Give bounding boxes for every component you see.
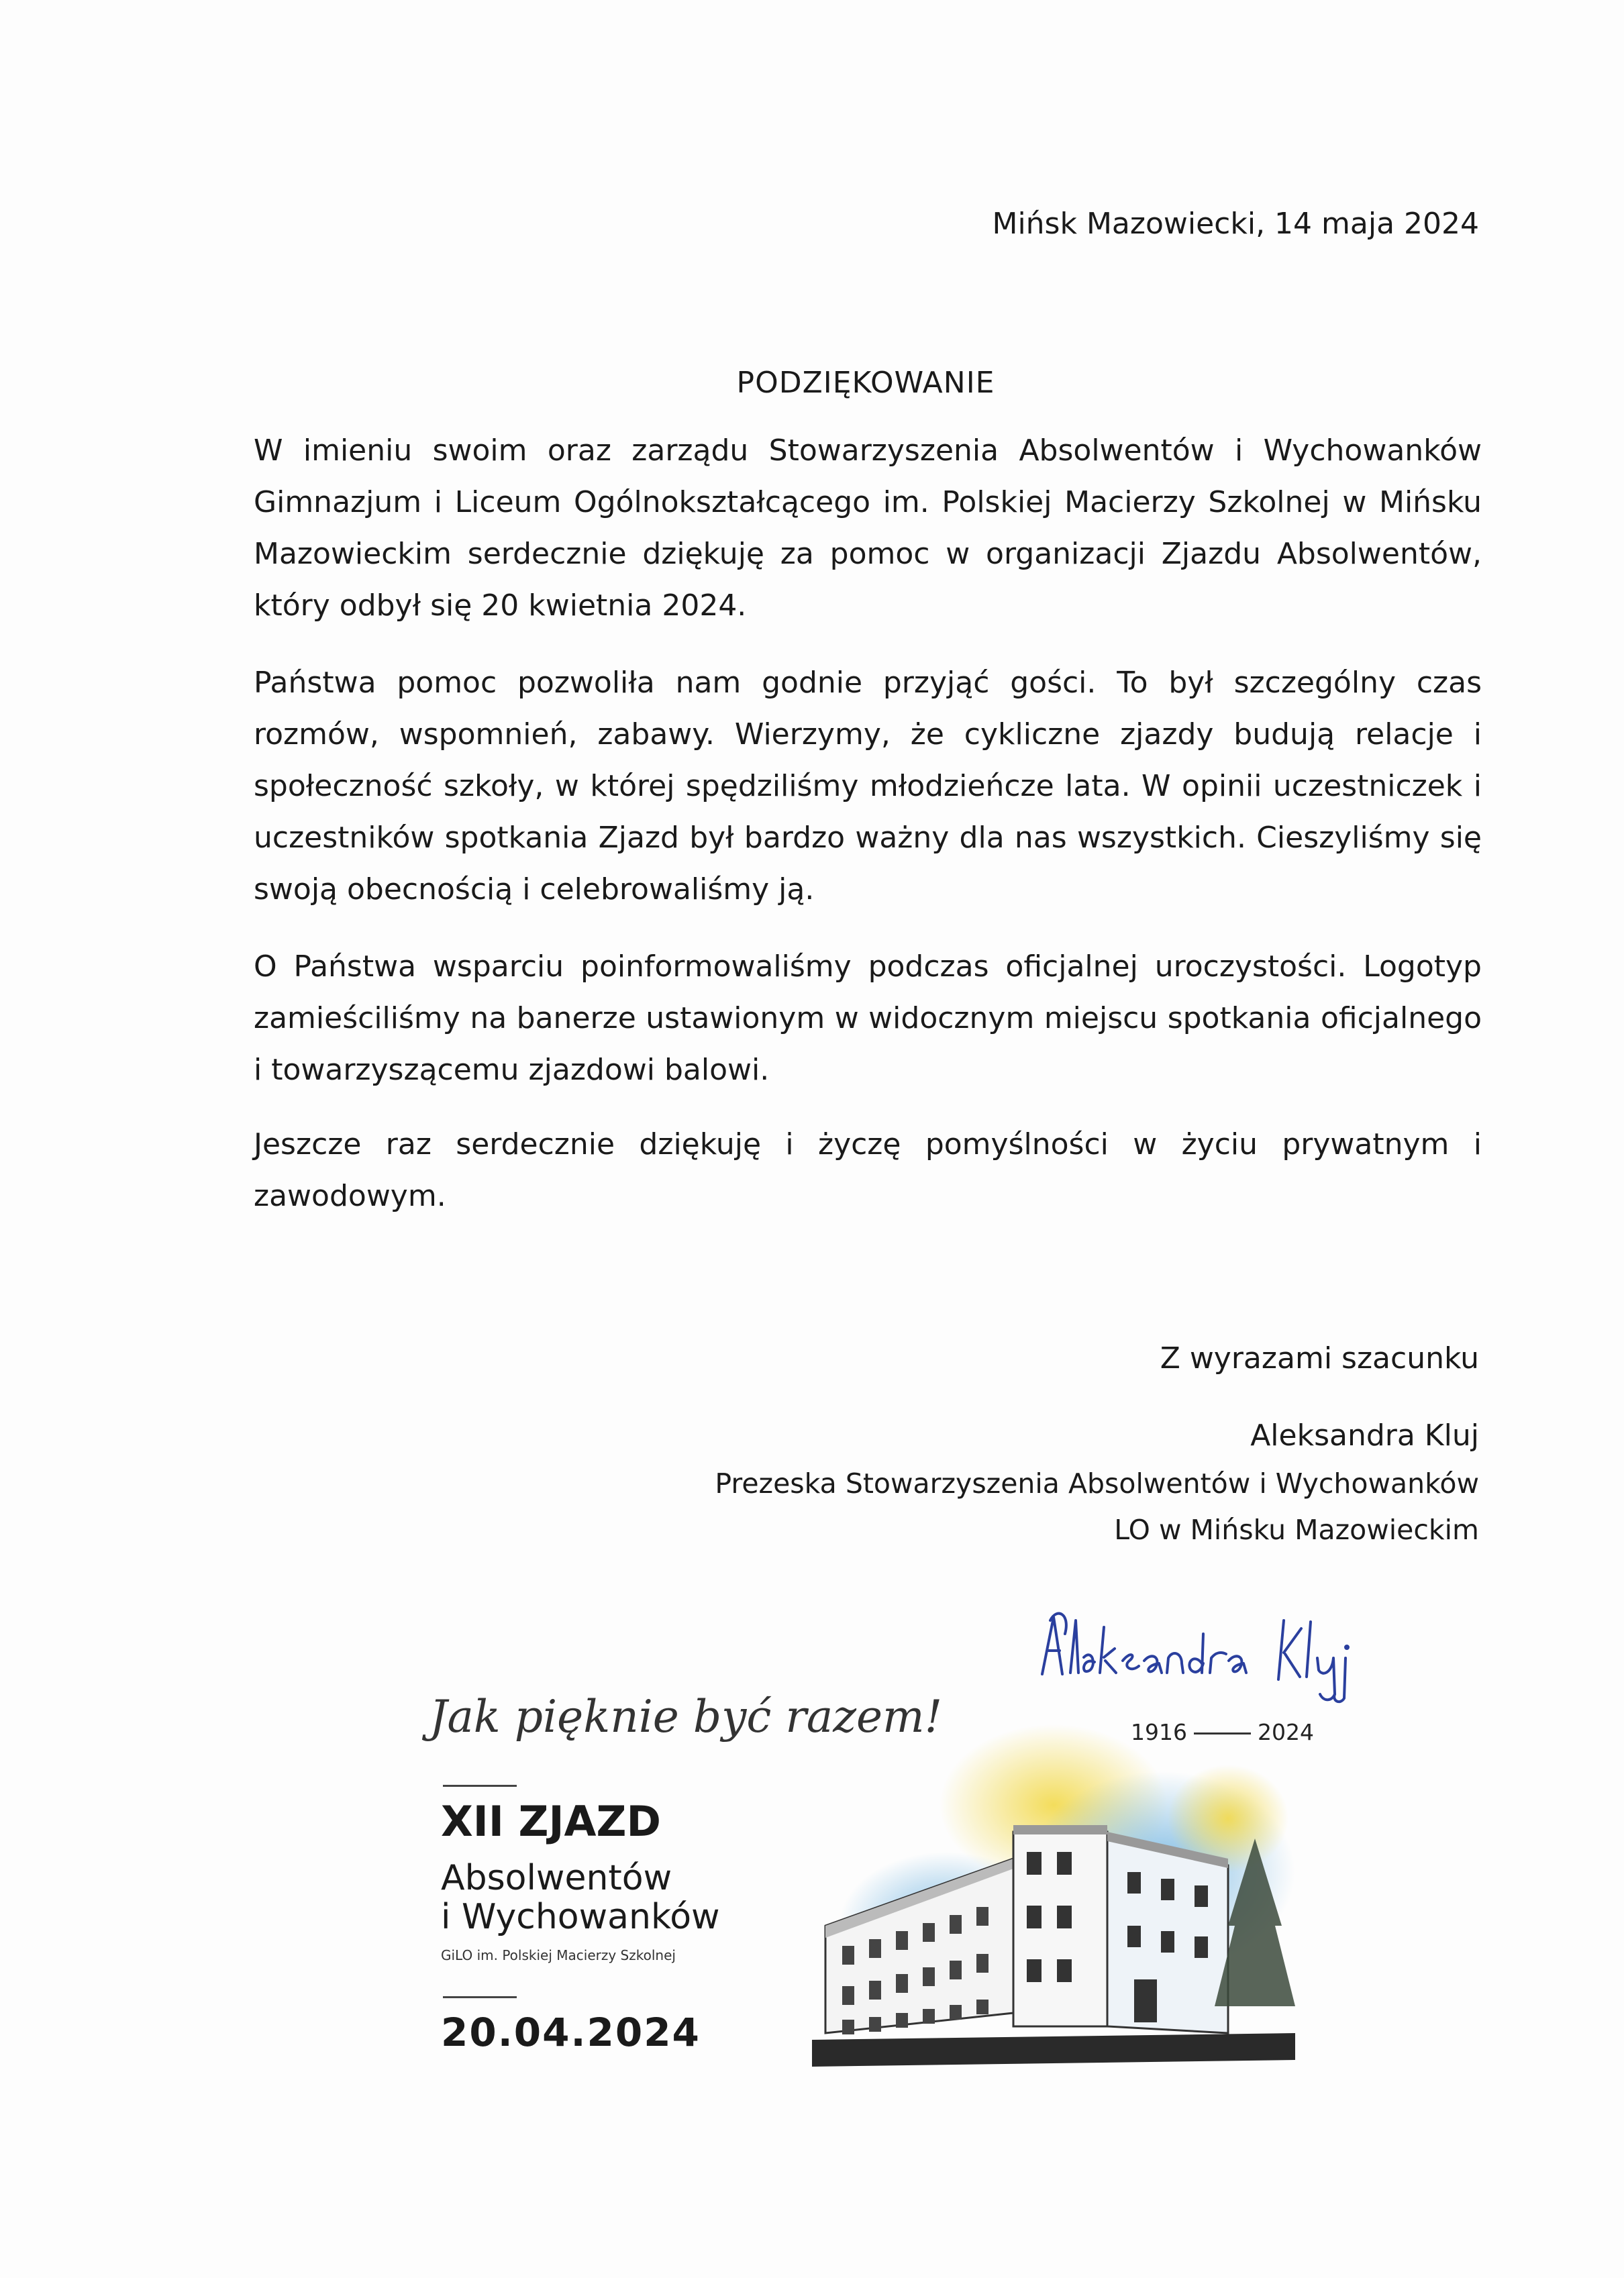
signer-organization: LO w Mińsku Mazowieckim xyxy=(1114,1514,1479,1546)
banner-years xyxy=(1131,1719,1314,1745)
banner-subtitle-line1: Absolwentów xyxy=(441,1858,672,1898)
banner-rule-bottom xyxy=(443,1996,517,1998)
banner-subtitle-line2: i Wychowanków xyxy=(441,1897,720,1937)
banner-event-title: XII ZJAZD xyxy=(441,1797,661,1846)
banner-tagline: Jak pięknie być razem! xyxy=(429,1691,943,1743)
closing-regards: Z wyrazami szacunku xyxy=(1160,1341,1479,1376)
school-building-illustration xyxy=(812,1724,1295,2073)
place-and-date: Mińsk Mazowiecki, 14 maja 2024 xyxy=(992,207,1479,241)
paragraph-4: Jeszcze raz serdecznie dziękuję i życzę pomyślności w życiu prywatnym i zawodowym. xyxy=(254,1127,1482,1213)
paragraph-2: Państwa pomoc pozwoliła nam godnie przyjąć gości. To był szczególny czas rozmów, wspomnień, zabawy. Wierzymy, że cykliczne zjazdy budują relacje i społeczność szkoły, w której spędziliśmy młodzieńcze lata. W opinii uczestniczek i uczestników spotkania Zjazd był bardzo ważny dla nas wszystkich. Cieszyliśmy się swoją obecnością i celebrowaliśmy ją. xyxy=(254,666,1482,907)
letter-title: PODZIĘKOWANIE xyxy=(736,366,995,400)
event-banner-logo xyxy=(409,1657,1335,2093)
year-end: 2024 xyxy=(1257,1719,1314,1745)
banner-event-date: 20.04.2024 xyxy=(441,2010,701,2055)
signer-role: Prezeska Stowarzyszenia Absolwentów i Wychowanków xyxy=(715,1467,1479,1500)
banner-rule-top xyxy=(443,1785,517,1787)
paragraph-1: W imieniu swoim oraz zarządu Stowarzyszenia Absolwentów i Wychowanków Gimnazjum i Liceum Ogólnokształcącego im. Polskiej Macierzy Szkolnej w Mińsku Mazowieckim serdecznie dziękuję za pomoc w organizacji Zjazdu Absolwentów, który odbył się 20 kwietnia 2024. xyxy=(254,433,1482,623)
paragraph-3: O Państwa wsparciu poinformowaliśmy podczas oficjalnej uroczystości. Logotyp zamieściliśmy na banerze ustawionym w widocznym miejscu spotkania oficjalnego i towarzyszącemu zjazdowi balowi. xyxy=(254,949,1482,1087)
signer-name: Aleksandra Kluj xyxy=(1250,1418,1479,1453)
banner-subtitle xyxy=(441,1859,720,1936)
banner-school-name: GiLO im. Polskiej Macierzy Szkolnej xyxy=(441,1947,676,1963)
years-dash xyxy=(1194,1732,1251,1735)
year-start: 1916 xyxy=(1131,1719,1187,1745)
